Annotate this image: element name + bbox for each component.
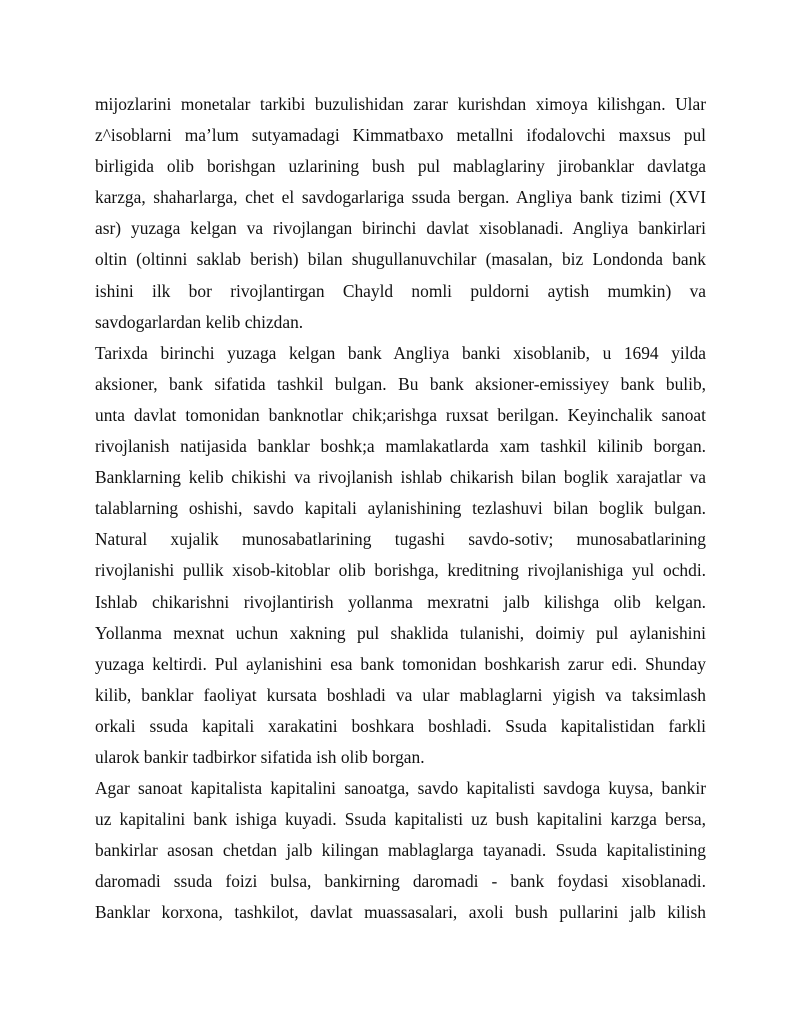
text-line: Agar sanoat kapitalista kapitalini sanoatga, savdo kapitalisti savdoga kuysa, bankir bbox=[95, 778, 706, 799]
text-line: ularok bankir tadbirkor sifatida ish olib borgan. bbox=[95, 746, 425, 767]
paragraph-1 bbox=[95, 89, 706, 338]
text-line: savdogarlardan kelib chizdan. bbox=[95, 311, 304, 332]
text-line: karzga, shaharlarga, chet el savdogarlariga ssuda bergan. Angliya bank tizimi (XVI bbox=[95, 187, 706, 208]
text-line: rivojlanish natijasida banklar boshk;a mamlakatlarda xam tashkil kilinib borgan. bbox=[95, 436, 706, 457]
text-line: rivojlanishi pullik xisob-kitoblar olib borishga, kreditning rivojlanishiga yul ochdi. bbox=[95, 560, 706, 581]
text-line: Banklar korxona, tashkilot, davlat muassasalari, axoli bush pullarini jalb kilish bbox=[95, 902, 706, 923]
text-line: oltin (oltinni saklab berish) bilan shugullanuvchilar (masalan, biz Londonda bank bbox=[95, 249, 706, 270]
document-page bbox=[95, 89, 706, 929]
paragraph-2 bbox=[95, 338, 706, 773]
text-line: z^isoblarni ma’lum sutyamadagi Kimmatbaxo metallni ifodalovchi maxsus pul bbox=[95, 125, 706, 146]
text-line: Natural xujalik munosabatlarining tugashi savdo-sotiv; munosabatlarining bbox=[95, 529, 706, 550]
text-line: bankirlar asosan chetdan jalb kilingan mablaglarga tayanadi. Ssuda kapitalistining bbox=[95, 840, 706, 861]
text-line: Tarixda birinchi yuzaga kelgan bank Angliya banki xisoblanib, u 1694 yilda bbox=[95, 342, 706, 363]
text-line: Banklarning kelib chikishi va rivojlanish ishlab chikarish bilan boglik xarajatlar va bbox=[95, 467, 706, 488]
paragraph-3 bbox=[95, 773, 706, 928]
text-line: ishini ilk bor rivojlantirgan Chayld nomli puldorni aytish mumkin) va bbox=[95, 280, 706, 301]
text-line: asr) yuzaga kelgan va rivojlangan birinchi davlat xisoblanadi. Angliya bankirlari bbox=[95, 218, 706, 239]
text-line: aksioner, bank sifatida tashkil bulgan. Bu bank aksioner-emissiyey bank bulib, bbox=[95, 373, 706, 394]
text-line: Ishlab chikarishni rivojlantirish yollanma mexratni jalb kilishga olib kelgan. bbox=[95, 591, 706, 612]
text-line: talablarning oshishi, savdo kapitali aylanishining tezlashuvi bilan boglik bulgan. bbox=[95, 498, 706, 519]
text-line: Yollanma mexnat uchun xakning pul shaklida tulanishi, doimiy pul aylanishini bbox=[95, 622, 706, 643]
text-line: birligida olib borishgan uzlarining bush pul mablaglariny jirobanklar davlatga bbox=[95, 156, 706, 177]
text-line: uz kapitalini bank ishiga kuyadi. Ssuda kapitalisti uz bush kapitalini karzga bersa, bbox=[95, 809, 706, 830]
text-line: kilib, banklar faoliyat kursata boshladi va ular mablaglarni yigish va taksimlash bbox=[95, 684, 706, 705]
text-line: orkali ssuda kapitali xarakatini boshkara boshladi. Ssuda kapitalistidan farkli bbox=[95, 715, 706, 736]
text-line: mijozlarini monetalar tarkibi buzulishidan zarar kurishdan ximoya kilishgan. Ular bbox=[95, 94, 706, 114]
text-line: daromadi ssuda foizi bulsa, bankirning daromadi - bank foydasi xisoblanadi. bbox=[95, 871, 706, 892]
text-line: unta davlat tomonidan banknotlar chik;arishga ruxsat berilgan. Keyinchalik sanoat bbox=[95, 404, 706, 425]
text-line: yuzaga keltirdi. Pul aylanishini esa bank tomonidan boshkarish zarur edi. Shunday bbox=[95, 653, 706, 674]
